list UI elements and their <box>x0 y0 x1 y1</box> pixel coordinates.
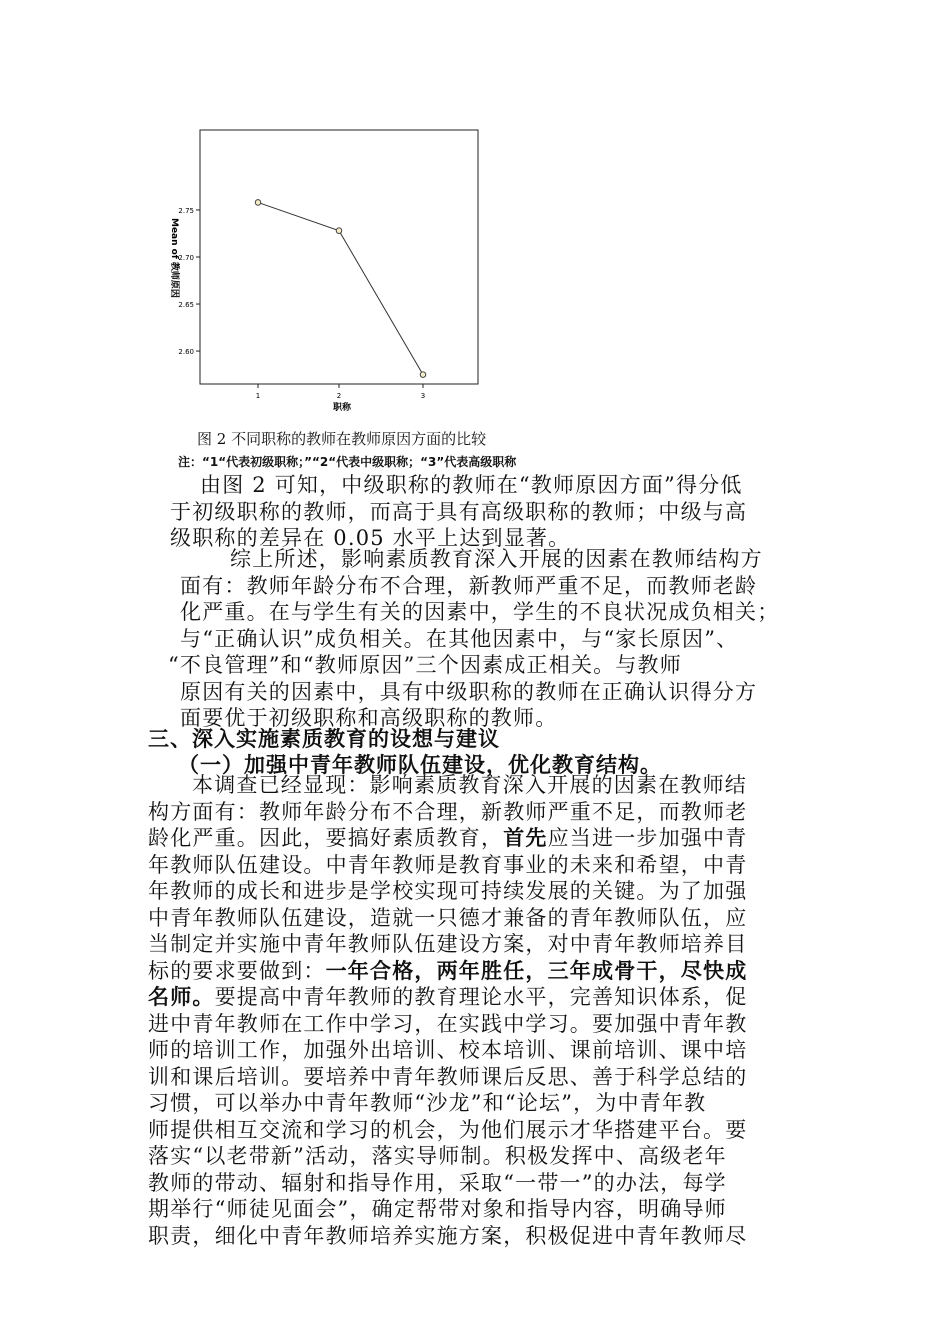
text-run: 龄化严重。因此，要搞好素质教育， <box>148 826 504 850</box>
emphasis-text: 名师。 <box>148 985 215 1009</box>
text-line: 于初级职称的教师，而高于具有高级职称的教师；中级与高 <box>170 499 748 524</box>
paragraph-3 <box>192 772 747 799</box>
data-point <box>420 372 426 378</box>
emphasis-text: 一年合格，两年胜任，三年成骨干，尽快成 <box>325 958 748 983</box>
text-line: 构方面有：教师年龄分布不合理，新教师严重不足，而教师老 <box>148 799 748 824</box>
data-point <box>255 200 261 206</box>
text-line: “不良管理”和“教师原因”三个因素成正相关。与教师 <box>168 653 682 677</box>
figure-note: 注：“1“代表初级职称；”“2“代表中级职称；“3”代表高级职称 <box>178 455 517 469</box>
text-line: 化严重。在与学生有关的因素中，学生的不良状况成负相关； <box>180 600 780 624</box>
text-line: 职责，细化中青年教师培养实施方案，积极促进中青年教师尽 <box>148 1223 748 1248</box>
text-line: 级职称的差异在 0.05 水平上达到显著。 <box>170 526 571 550</box>
paragraph-2 <box>230 546 763 573</box>
text-line: 师提供相互交流和学习的机会，为他们展示才华搭建平台。要 <box>148 1117 748 1142</box>
paragraph-3-cont <box>148 799 747 1250</box>
y-tick-label: 2.70 <box>178 254 194 262</box>
subsection-heading: （一）加强中青年教师队伍建设，优化教育结构。 <box>178 753 662 777</box>
text-line: 由图 2 可知，中级职称的教师在“教师原因方面”得分低 <box>200 473 743 497</box>
y-tick-label: 2.60 <box>178 348 194 357</box>
text-line <box>148 984 747 1011</box>
paragraph-2-cont2 <box>168 652 682 679</box>
text-line: 师的培训工作，加强外出培训、校本培训、课前培训、课中培 <box>148 1038 748 1062</box>
x-axis-title: 职称 <box>332 403 352 413</box>
text-line: 与“正确认识”成负相关。在其他因素中，与“家长原因”、 <box>180 626 739 651</box>
text-line <box>148 958 747 985</box>
y-tick-label: 2.75 <box>178 206 194 215</box>
paragraph-2-cont <box>180 573 779 653</box>
plot-frame <box>200 130 478 384</box>
text-run: 应当进一步加强中青 <box>547 826 748 850</box>
emphasis-text: 首先 <box>503 826 548 850</box>
text-line <box>148 825 747 852</box>
text-line: 进中青年教师在工作中学习，在实践中学习。要加强中青年教 <box>148 1011 748 1036</box>
text-line: 当制定并实施中青年教师队伍建设方案，对中青年教师培养目 <box>148 932 748 956</box>
text-line: 训和课后培训。要培养中青年教师课后反思、善于科学总结的 <box>148 1064 748 1089</box>
section-heading: 三、深入实施素质教育的设想与建议 <box>148 727 500 751</box>
text-line: 面要优于初级职称和高级职称的教师。 <box>180 706 558 730</box>
text-line: 原因有关的因素中，具有中级职称的教师在正确认识得分方 <box>180 679 758 704</box>
text-line: 年教师队伍建设。中青年教师是教育事业的未来和希望，中青 <box>148 852 748 877</box>
x-tick-label: 3 <box>420 392 426 400</box>
text-line: 本调查已经显现：影响素质教育深入开展的因素在教师结 <box>192 773 747 797</box>
x-tick-label: 2 <box>336 392 342 400</box>
text-line: 年教师的成长和进步是学校实现可持续发展的关键。为了加强 <box>148 879 748 903</box>
text-line: 落实“以老带新”活动，落实导师制。积极发挥中、高级老年 <box>148 1144 727 1168</box>
text-run: 标的要求要做到： <box>148 958 326 983</box>
text-line: 中青年教师队伍建设，造就一只德才兼备的青年教师队伍，应 <box>148 905 748 930</box>
line-chart <box>160 120 500 420</box>
text-line: 教师的带动、辐射和指导作用，采取“一带一”的办法，每学 <box>148 1170 727 1195</box>
text-line: 综上所述，影响素质教育深入开展的因素在教师结构方 <box>230 547 763 571</box>
paragraph-1 <box>200 472 743 499</box>
paragraph-1-cont <box>170 499 747 552</box>
text-line: 期举行“师徒见面会”，确定帮带对象和指导内容，明确导师 <box>148 1197 727 1221</box>
chart-svg <box>160 120 500 420</box>
text-line: 面有：教师年龄分布不合理，新教师严重不足，而教师老龄 <box>180 573 758 598</box>
x-tick-label: 1 <box>255 392 261 400</box>
data-point <box>336 228 342 234</box>
text-line: 习惯，可以举办中青年教师“沙龙”和“论坛”，为中青年教 <box>148 1091 707 1115</box>
y-tick-label: 2.65 <box>178 301 194 310</box>
y-axis-title: Mean of 教师原因 <box>169 218 179 298</box>
text-run: 要提高中青年教师的教育理论水平，完善知识体系，促 <box>214 985 748 1009</box>
figure-caption: 图 2 不同职称的教师在教师原因方面的比较 <box>197 430 487 448</box>
